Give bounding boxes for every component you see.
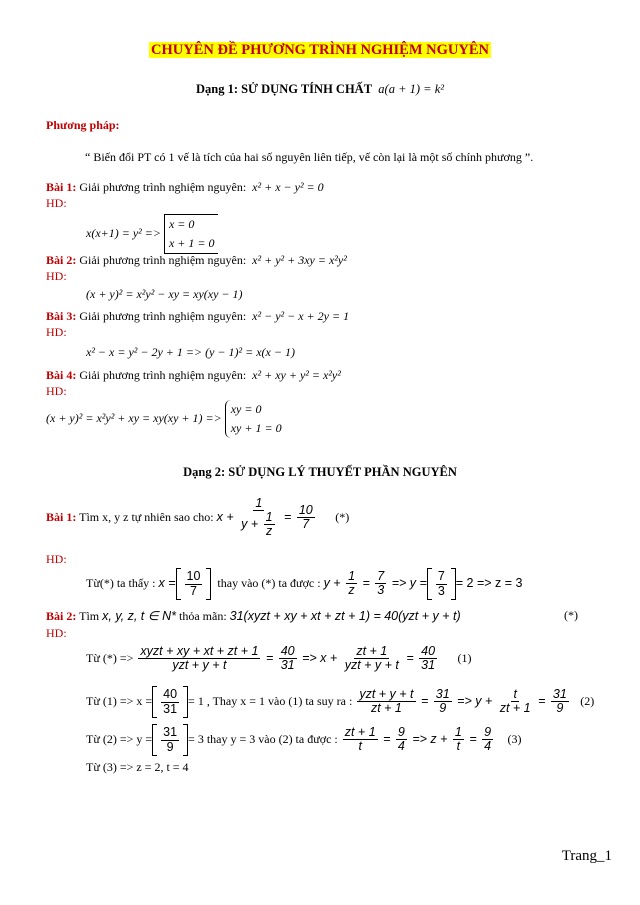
page-number: Trang_1 bbox=[561, 848, 612, 864]
document-title: CHUYÊN ĐỀ PHƯƠNG TRÌNH NGHIỆM NGUYÊN bbox=[151, 42, 489, 58]
problem-4-solution: (x + y)² = x²y² + xy = xy(xy + 1) => xy = 0 xy + 1 = 0 bbox=[46, 400, 285, 438]
hd-label: HD: bbox=[46, 384, 67, 398]
method-text: “ Biến đổi PT có 1 vế là tích của hai số nguyên liên tiếp, vế còn lại là một số chính phương ”. bbox=[85, 150, 534, 164]
section-heading-dang-1: Dạng 1: SỬ DỤNG TÍNH CHẤT a(a + 1) = k² bbox=[195, 82, 445, 96]
hd-label: HD: bbox=[46, 552, 67, 566]
method-label: Phương pháp: bbox=[46, 118, 120, 132]
hd-label: HD: bbox=[46, 196, 67, 210]
problem-2: Bài 2: Giải phương trình nghiệm nguyên: x² + y² + 3xy = x²y² bbox=[46, 253, 347, 267]
d2-problem-2-star: (*) bbox=[564, 608, 578, 622]
section-heading-dang-2: Dạng 2: SỬ DỤNG LÝ THUYẾT PHẦN NGUYÊN bbox=[183, 465, 457, 479]
d2-step-2: Từ (1) => x = $\frac{40}{31}$ = 1 , Thay x = 1 vào (1) ta suy ra : $\frac{\text{yzt + y + t}}{zt + 1}$ = $\frac{31}{9}$ => y + $\frac{t}{zt + 1}$ = $\frac{31}{9}$ (2) bbox=[86, 686, 594, 718]
d2-step-1: Từ (*) => $\frac{\text{xyzt + xy + xt + zt + 1}}{\text{yzt + y + t}}$ = $\frac{40}{31}$ => x + $\frac{zt + 1}{\text{yzt + y + t}}$ = $\frac{40}{31}$ (1) bbox=[86, 644, 472, 673]
d2-problem-2: Bài 2: Tìm x, y, z, t ∈ N* thỏa mãn: 31(xyzt + xy + xt + zt + 1) = 40(yzt + y + t) bbox=[46, 609, 461, 623]
problem-1-solution: x(x+1) = y² => x = 0 x + 1 = 0 bbox=[86, 214, 218, 254]
hd-label: HD: bbox=[46, 325, 67, 339]
d2-problem-1-solution: Từ(*) ta thấy : x = $\frac{10}{7}$ thay vào (*) ta được : y + $\frac{1}{z}$ = $\frac{7}{3}$ => y = $\frac{7}{3}$ = 2 => z = 3 bbox=[86, 568, 522, 600]
problem-4: Bài 4: Giải phương trình nghiệm nguyên: x² + xy + y² = x²y² bbox=[46, 368, 341, 382]
d2-problem-1: Bài 1: Tìm x, y z tự nhiên sao cho: x + 1 y + $\frac{1}{z}$ = $\frac{10}{7}$ (*) bbox=[46, 496, 350, 539]
problem-3-solution: x² − x = y² − 2y + 1 => (y − 1)² = x(x − 1) bbox=[86, 345, 295, 359]
problem-3: Bài 3: Giải phương trình nghiệm nguyên: x² − y² − x + 2y = 1 bbox=[46, 309, 350, 323]
d2-step-4: Từ (3) => z = 2, t = 4 bbox=[86, 760, 189, 774]
problem-2-solution: (x + y)² = x²y² − xy = xy(xy − 1) bbox=[86, 287, 243, 301]
hd-label: HD: bbox=[46, 626, 67, 640]
hd-label: HD: bbox=[46, 269, 67, 283]
d2-step-3: Từ (2) => y = $\frac{31}{9}$ = 3 thay y = 3 vào (2) ta được : $\frac{zt + 1}{t}$ = $\frac{9}{4}$ => z + $\frac{1}{t}$ = $\frac{9}{4}$ (3) bbox=[86, 724, 522, 756]
problem-1: Bài 1: Giải phương trình nghiệm nguyên: x² + x − y² = 0 bbox=[46, 180, 324, 194]
